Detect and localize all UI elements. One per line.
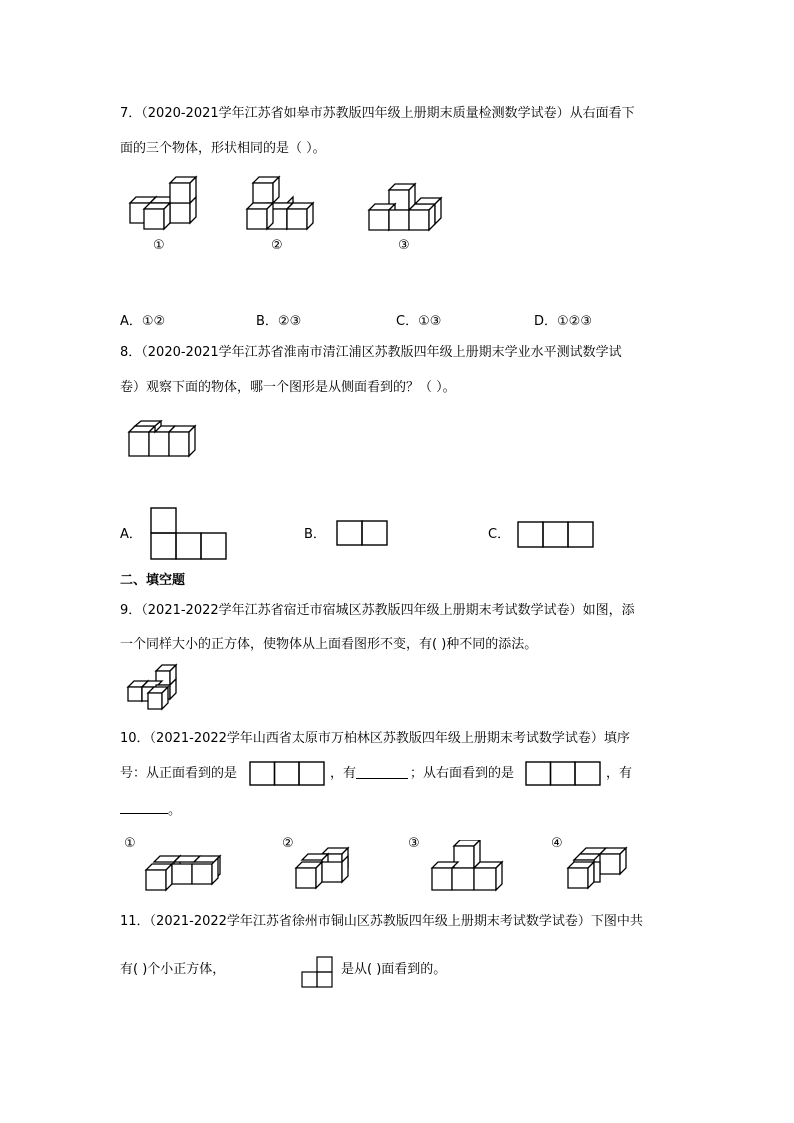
q11-view-figure [301,956,333,988]
q7-figure-1-label: ① [153,238,165,253]
q10-figure-2-label: ② [282,836,294,851]
q8-option-b-figure[interactable] [336,520,388,546]
q8-option-b[interactable]: B． [304,527,326,542]
q10-figure-3 [428,840,508,892]
q7-figure-3-label: ③ [398,238,410,253]
section-title-fill-in: 二、填空题 [120,573,186,588]
q7-option-c[interactable]: C．①③ [396,314,442,329]
q10-answer-blank-2[interactable] [120,801,168,814]
q11-line2-part-a: 有( )个小正方体， [120,962,226,977]
q8-line1: 8．（2020-2021学年江苏省淮南市清江浦区苏教版四年级上册期末学业水平测试数学试 [120,345,622,360]
q10-figure-2 [294,844,364,892]
q7-figure-1 [128,175,203,231]
q7-figure-2-label: ② [271,238,283,253]
q9-object-figure [126,663,182,711]
q10-figure-4 [566,846,638,892]
q10-line2-part-c: ；从右面看到的是 [410,766,515,781]
q9-line2: 一个同样大小的正方体，使物体从上面看图形不变，有( )种不同的添法。 [120,637,538,652]
q7-option-d[interactable]: D．①②③ [534,314,592,329]
q11-line1: 11．（2021-2022学年江苏省徐州市铜山区苏教版四年级上册期末考试数学试卷）下图中共 [120,914,643,929]
q7-option-b[interactable]: B．②③ [256,314,302,329]
q10-front-view-figure [249,761,325,786]
q7-option-a[interactable]: A．①② [120,314,166,329]
q10-figure-4-label: ④ [551,836,563,851]
q11-line2-part-b: 是从( )面看到的。 [341,962,447,977]
q10-figure-1 [142,852,232,894]
q10-line2-part-d: ，有 [606,766,633,781]
q10-figure-3-label: ③ [408,836,420,851]
q7-line2: 面的三个物体，形状相同的是（ ）。 [120,141,326,156]
q8-object-figure [127,420,202,460]
q7-line1: 7．（2020-2021学年江苏省如皋市苏教版四年级上册期末质量检测数学试卷）从右面看下 [120,106,635,121]
q7-figure-3 [367,182,447,234]
q8-option-a-figure[interactable] [150,507,228,561]
q10-figure-1-label: ① [124,836,136,851]
q10-line3: 。 [168,803,182,818]
q10-answer-blank-1[interactable] [356,766,408,779]
q10-line2-part-b: ，有 [330,766,357,781]
q8-option-c-figure[interactable] [517,521,595,548]
q8-line2: 卷）观察下面的物体，哪一个图形是从侧面看到的？（ ）。 [120,380,456,395]
q7-figure-2 [245,175,325,231]
q10-line2-part-a: 号：从正面看到的是 [120,766,238,781]
q8-option-a[interactable]: A． [120,527,142,542]
q10-right-view-figure [525,761,601,786]
q9-line1: 9．（2021-2022学年江苏省宿迁市宿城区苏教版四年级上册期末考试数学试卷）如图，添 [120,603,635,618]
q8-option-c[interactable]: C． [488,527,511,542]
q10-line1: 10．（2021-2022学年山西省太原市万柏林区苏教版四年级上册期末考试数学试卷）填序 [120,731,630,746]
